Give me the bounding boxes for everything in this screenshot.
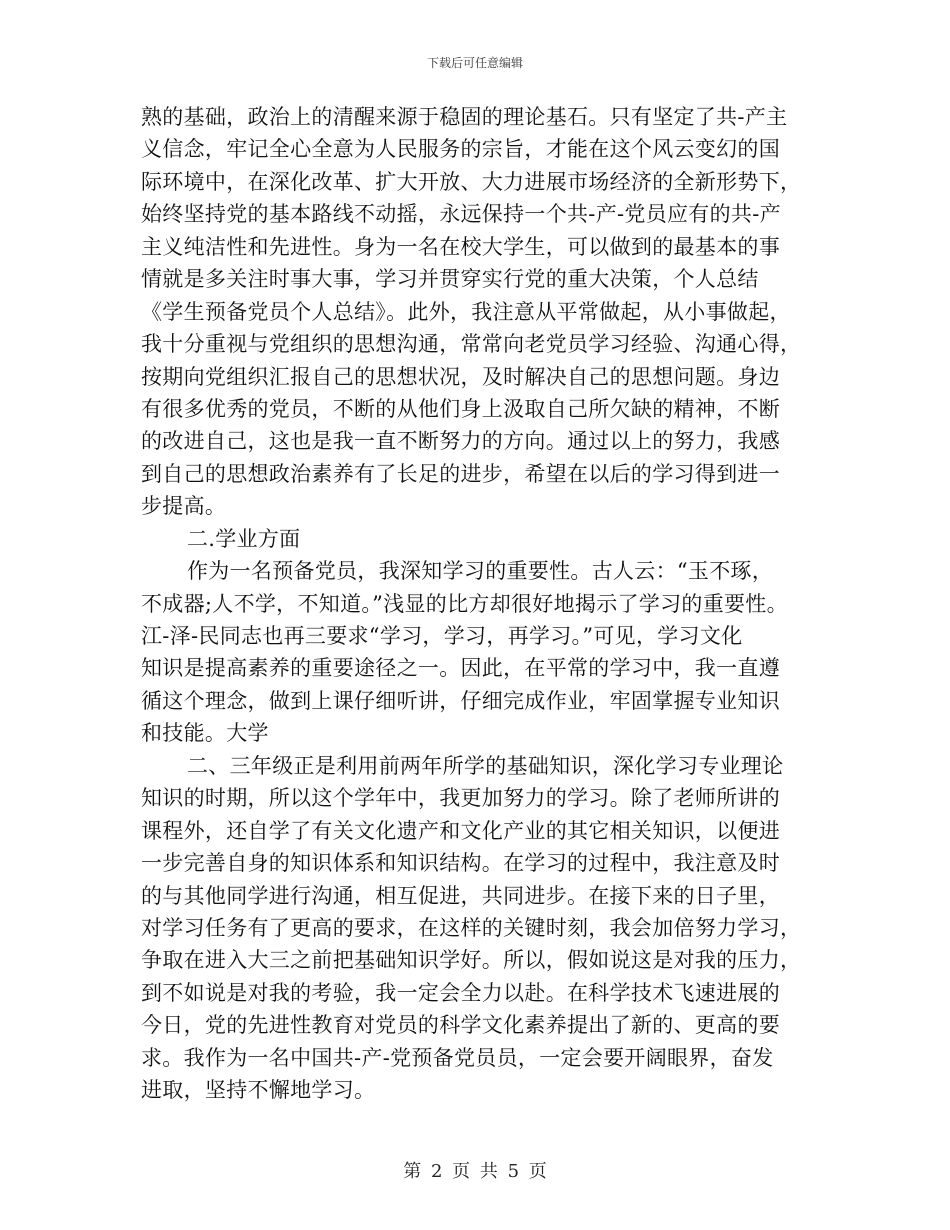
text-line: 求。我作为一名中国共-产-党预备党员员，一定会要开阔眼界，奋发 xyxy=(141,1045,774,1070)
text-line: 情就是多关注时事大事，学习并贯穿实行党的重大决策，个人总结 xyxy=(141,267,759,292)
text-line: 不成器;人不学，不知道。”浅显的比方却很好地揭示了学习的重要性。 xyxy=(141,591,788,616)
text-line: 我十分重视与党组织的思想沟通，常常向老党员学习经验、沟通心得， xyxy=(141,332,802,357)
page-header: 下载后可任意编辑 xyxy=(426,56,523,70)
text-line: 义信念，牢记全心全意为人民服务的宗旨，才能在这个风云变幻的国 xyxy=(141,137,780,162)
text-line: 的改进自己，这也是我一直不断努力的方向。通过以上的努力，我感 xyxy=(141,429,780,454)
text-line: 际环境中，在深化改革、扩大开放、大力进展市场经济的全新形势下， xyxy=(141,169,802,194)
text-line: 的与其他同学进行沟通，相互促进，共同进步。在接下来的日子里， xyxy=(141,883,780,908)
text-line: 二.学业方面 xyxy=(187,526,301,551)
text-line: 争取在进入大三之前把基础知识学好。所以，假如说这是对我的压力， xyxy=(141,948,802,973)
text-line: 今日，党的先进性教育对党员的科学文化素养提出了新的、更高的要 xyxy=(141,1013,780,1038)
text-line: 对学习任务有了更高的要求，在这样的关键时刻，我会加倍努力学习， xyxy=(141,915,802,940)
text-line: 江-泽-民同志也再三要求“学习，学习，再学习。”可见，学习文化 xyxy=(141,624,743,648)
text-line: 熟的基础，政治上的清醒来源于稳固的理论基石。只有坚定了共-产主 xyxy=(141,105,788,129)
text-line: 进取，坚持不懈地学习。 xyxy=(141,1078,376,1103)
text-line: 《学生预备党员个人总结》。此外，我注意从平常做起，从小事做起， xyxy=(141,299,791,324)
text-line: 一步完善自身的知识体系和知识结构。在学习的过程中，我注意及时 xyxy=(141,851,780,876)
text-line: 到不如说是对我的考验，我一定会全力以赴。在科学技术飞速进展的 xyxy=(141,980,780,1005)
text-line: 步提高。 xyxy=(141,494,227,519)
text-line: 作为一名预备党员，我深知学习的重要性。古人云：“玉不琢， xyxy=(187,559,774,584)
text-line: 二、三年级正是利用前两年所学的基础知识，深化学习专业理论 xyxy=(187,753,784,778)
page-footer: 第 2 页 共 5 页 xyxy=(403,1161,547,1182)
text-line: 按期向党组织汇报自己的思想状况，及时解决自己的思想问题。身边 xyxy=(141,364,780,389)
text-line: 始终坚持党的基本路线不动摇，永远保持一个共-产-党员应有的共-产 xyxy=(141,202,781,227)
text-line: 知识是提高素养的重要途径之一。因此，在平常的学习中，我一直遵 xyxy=(141,656,780,681)
text-line: 主义纯洁性和先进性。身为一名在校大学生，可以做到的最基本的事 xyxy=(141,234,780,259)
text-line: 到自己的思想政治素养有了长足的进步，希望在以后的学习得到进一 xyxy=(141,461,780,486)
document-body xyxy=(141,101,821,1107)
text-line: 和技能。大学 xyxy=(141,721,269,746)
text-line: 课程外，还自学了有关文化遗产和文化产业的其它相关知识，以便进 xyxy=(141,818,780,843)
text-line: 有很多优秀的党员，不断的从他们身上汲取自己所欠缺的精神，不断 xyxy=(141,396,780,421)
text-line: 循这个理念，做到上课仔细听讲，仔细完成作业，牢固掌握专业知识 xyxy=(141,688,780,713)
text-line: 知识的时期，所以这个学年中，我更加努力的学习。除了老师所讲的 xyxy=(141,786,780,811)
